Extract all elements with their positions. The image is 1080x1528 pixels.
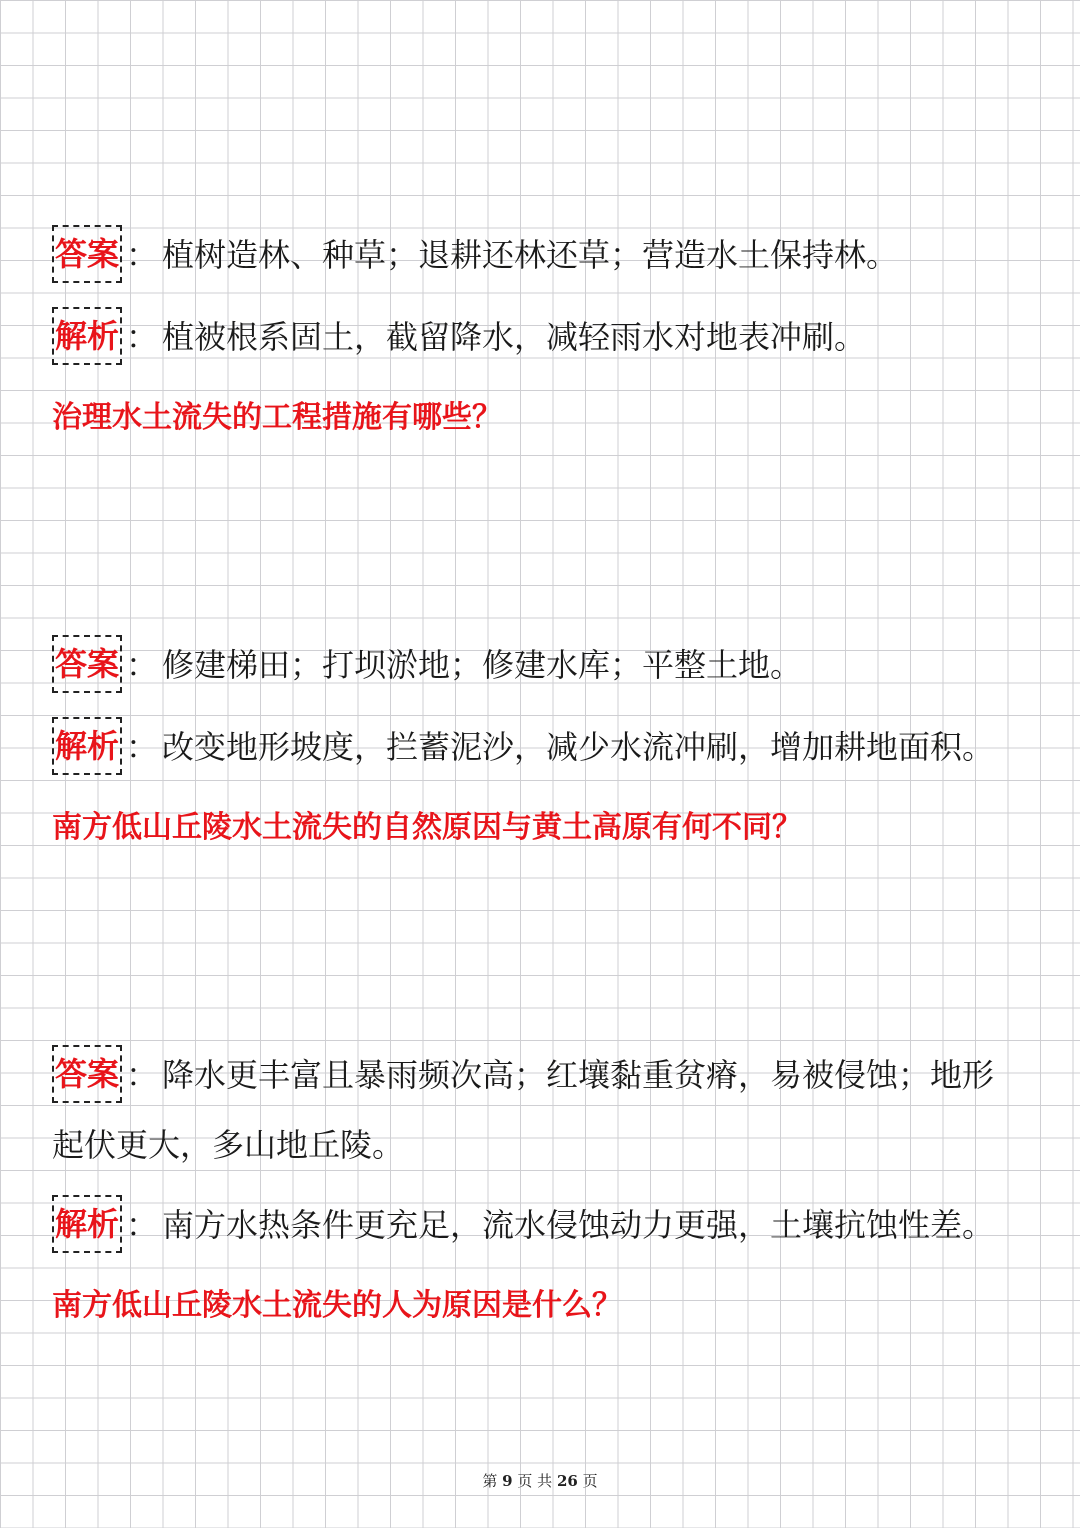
footer-middle: 页 共 bbox=[517, 1472, 553, 1490]
answer-tag: 答案 bbox=[52, 225, 122, 283]
answer-tag: 答案 bbox=[52, 1045, 122, 1103]
colon: ： bbox=[126, 646, 159, 684]
answer-line-2 bbox=[52, 632, 1020, 698]
colon: ： bbox=[126, 318, 159, 356]
analysis-line-3 bbox=[52, 1192, 1020, 1258]
page-footer bbox=[0, 1470, 1080, 1491]
analysis-text-1: 植被根系固土，截留降水，减轻雨水对地表冲刷。 bbox=[162, 318, 867, 356]
footer-suffix: 页 bbox=[582, 1472, 598, 1490]
footer-total-pages: 26 bbox=[556, 1472, 578, 1490]
analysis-line-1 bbox=[52, 304, 1020, 370]
analysis-line-2 bbox=[52, 714, 1020, 780]
footer-page-number: 9 bbox=[502, 1472, 513, 1490]
colon: ： bbox=[126, 728, 159, 766]
colon: ： bbox=[126, 1206, 159, 1244]
question-1: 治理水土流失的工程措施有哪些？ bbox=[52, 400, 502, 435]
answer-line-1 bbox=[52, 222, 1020, 288]
question-2: 南方低山丘陵水土流失的自然原因与黄土高原有何不同？ bbox=[52, 810, 802, 845]
footer-prefix: 第 bbox=[482, 1472, 498, 1490]
analysis-tag: 解析 bbox=[52, 307, 122, 365]
answer-text-2: 修建梯田；打坝淤地；修建水库；平整土地。 bbox=[162, 646, 803, 684]
analysis-tag: 解析 bbox=[52, 717, 122, 775]
colon: ： bbox=[126, 236, 159, 274]
analysis-tag: 解析 bbox=[52, 1195, 122, 1253]
colon: ： bbox=[126, 1056, 159, 1094]
answer-line-3 bbox=[52, 1040, 1020, 1180]
answer-text-1: 植树造林、种草；退耕还林还草；营造水土保持林。 bbox=[162, 236, 899, 274]
analysis-text-2: 改变地形坡度，拦蓄泥沙，减少水流冲刷，增加耕地面积。 bbox=[162, 728, 995, 766]
analysis-text-3: 南方水热条件更充足，流水侵蚀动力更强，土壤抗蚀性差。 bbox=[162, 1206, 995, 1244]
answer-text-3: 降水更丰富且暴雨频次高；红壤黏重贫瘠，易被侵蚀；地形起伏更大，多山地丘陵。 bbox=[52, 1056, 995, 1164]
question-3: 南方低山丘陵水土流失的人为原因是什么？ bbox=[52, 1288, 622, 1323]
answer-tag: 答案 bbox=[52, 635, 122, 693]
